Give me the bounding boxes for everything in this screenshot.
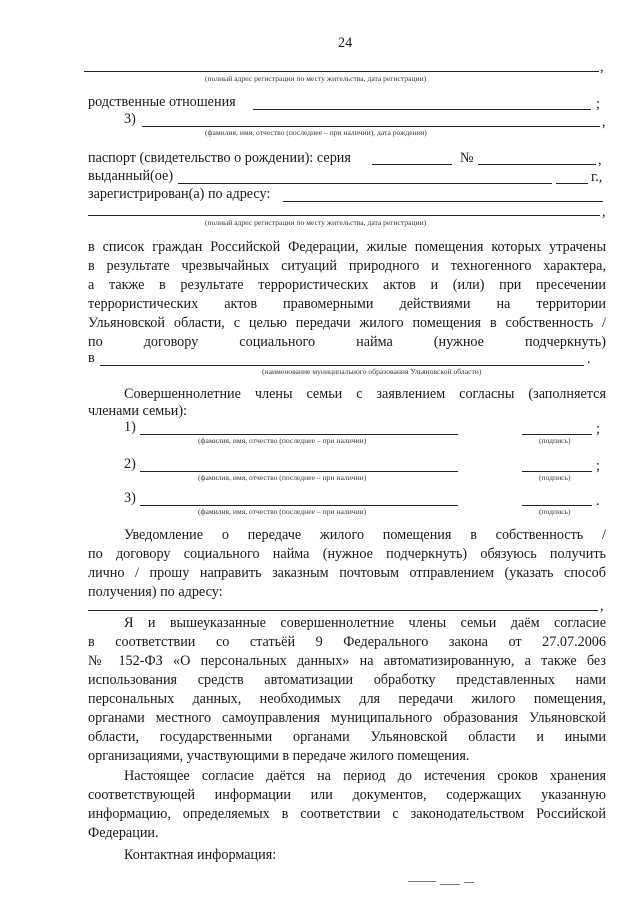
consent-line: органами местного самоуправления муниципального образования Ульяновской — [88, 710, 606, 726]
member-signature-caption: (подпись) — [539, 473, 571, 482]
consent-line: персональных данных, необходимых для передачи жилого помещения, — [88, 691, 606, 707]
address-caption: (полный адрес регистрации по месту жительства, дата регистрации) — [205, 74, 427, 83]
passport-number-line[interactable] — [478, 164, 596, 165]
municipality-caption: (наименование муниципального образования Ульяновской области) — [262, 367, 482, 376]
notice-line: Уведомление о передаче жилого помещения в собственность / — [124, 527, 606, 543]
member-number: 2) — [124, 456, 136, 472]
consent-line: № 152-ФЗ «О персональных данных» на автоматизированную, а также без — [88, 653, 606, 669]
member-fio-caption: (фамилия, имя, отчество (последнее – при наличии) — [198, 436, 367, 445]
issued-by-line[interactable] — [178, 183, 552, 184]
punct: , — [602, 204, 606, 220]
scan-speck — [408, 881, 436, 882]
validity-line: Федерации. — [88, 825, 159, 841]
address-line-2[interactable] — [88, 215, 600, 216]
year-suffix: г., — [591, 169, 603, 185]
number-sign: № — [460, 150, 474, 166]
passport-label: паспорт (свидетельство о рождении): серия — [88, 150, 351, 166]
issued-date-line[interactable] — [556, 183, 588, 184]
punct: . — [587, 351, 591, 367]
municipality-line[interactable] — [100, 365, 584, 366]
punct: , — [600, 598, 604, 614]
consent-line: организациями, участвующими в передаче жилого помещения. — [88, 748, 470, 764]
paragraph-line: Ульяновской области, с целью передачи жилого помещения в собственность / — [88, 315, 606, 331]
page-number: 24 — [338, 35, 353, 51]
in-label: в — [88, 350, 95, 366]
punct: , — [600, 59, 604, 75]
consent-line: области, государственными органами Ульяновской области и иными — [88, 729, 606, 745]
member-fio-line[interactable] — [140, 471, 458, 472]
member-signature-line[interactable] — [522, 471, 592, 472]
paragraph-line: по договору социального найма (нужное подчеркнуть) — [88, 334, 606, 350]
punct: ; — [596, 96, 600, 112]
relation-label: родственные отношения — [88, 94, 236, 110]
member-fio-caption: (фамилия, имя, отчество (последнее – при наличии) — [198, 507, 367, 516]
notice-address-line[interactable] — [88, 610, 598, 611]
punct: ; — [596, 458, 600, 474]
validity-line: информацию, определяемых в соответствии с законодательством Российской — [88, 806, 606, 822]
registered-label: зарегистрирован(а) по адресу: — [88, 186, 271, 202]
member-signature-line[interactable] — [522, 434, 592, 435]
relation-line[interactable] — [253, 109, 591, 110]
scan-speck — [464, 882, 474, 883]
notice-line: получения) по адресу: — [88, 584, 223, 600]
paragraph-line: террористических актов правомерными действиями на территории — [88, 296, 606, 312]
notice-line: лично / прошу направить заказным почтовым отправлением (указать способ — [88, 565, 606, 581]
item-number: 3) — [124, 111, 136, 127]
passport-series-line[interactable] — [372, 164, 452, 165]
consent-line: в соответствии со статьёй 9 Федерального закона от 27.07.2006 — [88, 634, 606, 650]
issued-label: выданный(ое) — [88, 168, 174, 184]
member-fio-line[interactable] — [140, 434, 458, 435]
consent-line: Я и вышеуказанные совершеннолетние члены семьи даём согласие — [124, 615, 606, 631]
member-number: 3) — [124, 490, 136, 506]
punct: , — [598, 152, 602, 168]
contact-label: Контактная информация: — [124, 847, 277, 863]
punct: , — [602, 114, 606, 130]
validity-line: соответствующей информации или документов, содержащих указанную — [88, 787, 606, 803]
consent-line: использования средств автоматизации обработку представленных нами — [88, 672, 606, 688]
address-line[interactable] — [84, 71, 599, 72]
member-signature-caption: (подпись) — [539, 507, 571, 516]
paragraph-line: в результате чрезвычайных ситуаций природного и техногенного характера, — [88, 258, 606, 274]
paragraph-line: а также в результате террористических актов и (или) при пресечении — [88, 277, 606, 293]
members-consent-line: членами семьи): — [88, 403, 187, 419]
notice-line: по договору социального найма (нужное подчеркнуть) обязуюсь получить — [88, 546, 606, 562]
validity-line: Настоящее согласие даётся на период до истечения сроков хранения — [124, 768, 606, 784]
member-signature-line[interactable] — [522, 505, 592, 506]
punct: . — [596, 493, 600, 509]
member-number: 1) — [124, 419, 136, 435]
member-fio-line[interactable] — [140, 505, 458, 506]
members-consent-line: Совершеннолетние члены семьи с заявлением согласны (заполняется — [124, 386, 606, 402]
fio-dob-line[interactable] — [142, 126, 600, 127]
scan-speck — [440, 884, 460, 885]
address-caption-2: (полный адрес регистрации по месту жительства, дата регистрации) — [205, 218, 427, 227]
punct: ; — [596, 421, 600, 437]
member-signature-caption: (подпись) — [539, 436, 571, 445]
fio-dob-caption: (фамилия, имя, отчество (последнее – при наличии), дата рождения) — [205, 128, 427, 137]
registered-address-line[interactable] — [283, 201, 603, 202]
member-fio-caption: (фамилия, имя, отчество (последнее – при наличии) — [198, 473, 367, 482]
paragraph-line: в список граждан Российской Федерации, жилые помещения которых утрачены — [88, 239, 606, 255]
